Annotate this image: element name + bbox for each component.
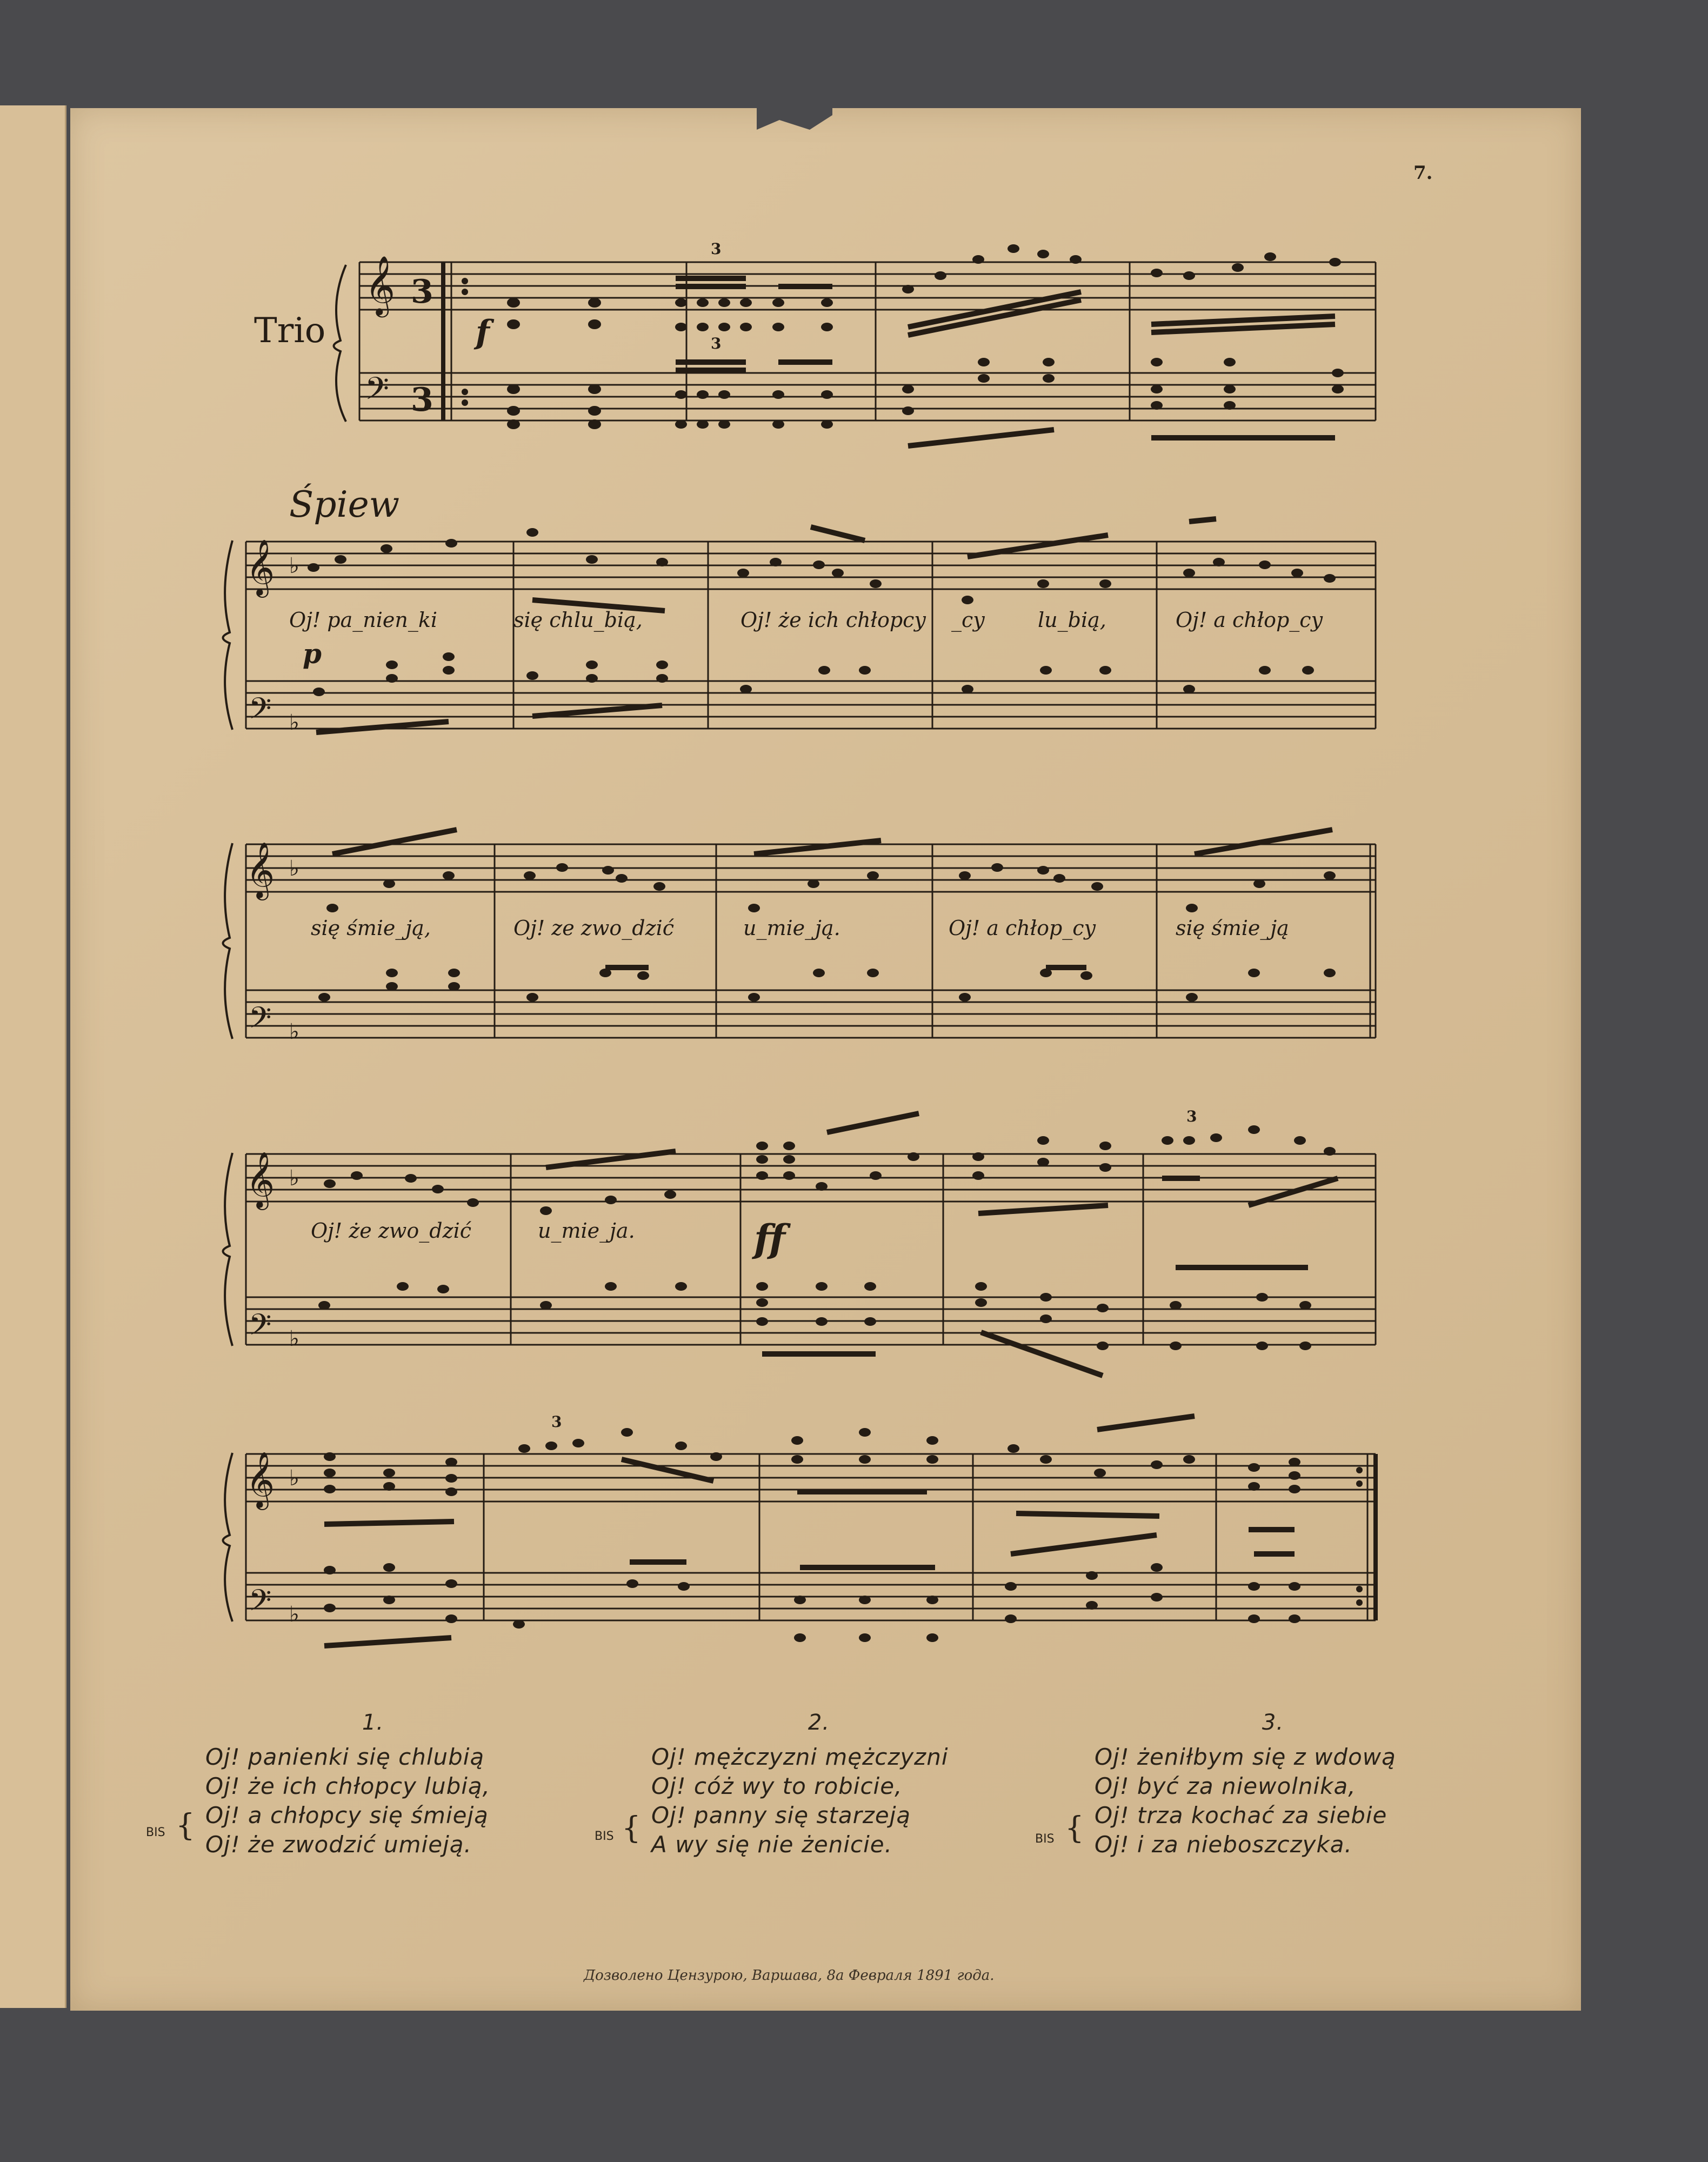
bis-label: BIS [146, 1826, 165, 1839]
system-2 [246, 542, 1376, 729]
verse-number: 1. [362, 1710, 384, 1735]
verse-2 [651, 1708, 986, 1859]
lyric: się chlu_bią, [513, 608, 643, 632]
svg-text:𝄞: 𝄞 [365, 256, 396, 315]
system-5 [246, 1454, 1376, 1620]
lyric: Oj! a chłop_cy [949, 916, 1096, 940]
verse-3 [1095, 1708, 1451, 1859]
svg-text:♭: ♭ [289, 1602, 299, 1627]
svg-text:♭: ♭ [289, 710, 299, 735]
triplet-mark: 3 [711, 335, 722, 352]
verse-line: A wy się nie żenicie. [651, 1831, 892, 1858]
verse-line: Oj! panny się starzeją [651, 1802, 911, 1829]
verse-1 [205, 1708, 541, 1859]
triplet-mark: 3 [711, 240, 722, 258]
verse-number: 3. [1262, 1710, 1284, 1735]
lyric: się śmie_ją, [311, 916, 431, 940]
page-number: 7. [1413, 162, 1433, 184]
system-1 [359, 262, 1376, 421]
verse-line: Oj! być za niewolnika, [1095, 1773, 1356, 1799]
verse-number: 2. [808, 1710, 830, 1735]
bis-brace: { [622, 1811, 641, 1846]
bis-label: BIS [1035, 1832, 1055, 1846]
lyric: się śmie_ją [1176, 916, 1289, 940]
svg-text:♭: ♭ [289, 1466, 299, 1491]
lyric: lu_bią, [1038, 608, 1106, 632]
dynamic-fortissimo: ff [754, 1216, 785, 1261]
censor-note: Дозволено Цензурою, Варшава, 8а Февраля 1891 года. [584, 1967, 995, 1984]
svg-text:♭: ♭ [289, 1019, 299, 1044]
triplet-mark: 3 [1186, 1107, 1197, 1125]
verse-line: Oj! cóż wy to robicie, [651, 1773, 903, 1799]
svg-text:𝄞: 𝄞 [246, 842, 275, 898]
lyric: _cy [951, 608, 985, 632]
verse-line: Oj! że ich chłopcy lubią, [205, 1773, 491, 1799]
svg-text:♭: ♭ [289, 1326, 299, 1351]
svg-text:𝄞: 𝄞 [246, 539, 275, 596]
svg-text:♭: ♭ [289, 856, 299, 881]
system-3 [246, 844, 1376, 1038]
spiew-label: Śpiew [289, 484, 400, 525]
verse-line: Oj! trza kochać za siebie [1095, 1802, 1387, 1829]
lyric: Oj! że ich chłopcy [740, 608, 926, 632]
svg-text:♭: ♭ [289, 1166, 299, 1191]
svg-text:𝄞: 𝄞 [246, 1151, 275, 1208]
lyric: u_mie_ją. [743, 916, 840, 940]
dynamic-piano: p [303, 638, 322, 670]
verse-line: Oj! a chłopcy się śmieją [205, 1802, 489, 1829]
triplet-mark: 3 [551, 1413, 562, 1431]
svg-text:𝄢: 𝄢 [249, 1583, 272, 1625]
svg-text:♭: ♭ [289, 553, 299, 578]
lyric: Oj! pa_nien_ki [289, 608, 438, 632]
trio-label: Trio [254, 311, 326, 351]
svg-text:𝄢: 𝄢 [249, 691, 272, 733]
svg-text:3: 3 [411, 381, 433, 419]
lyric: u_mie_ja. [538, 1219, 635, 1243]
lyric: Oj! że zwo_dzić [311, 1219, 472, 1243]
svg-text:𝄢: 𝄢 [365, 370, 390, 415]
lyric: Oj! a chłop_cy [1176, 608, 1323, 632]
verse-line: Oj! i za nieboszczyka. [1095, 1831, 1352, 1858]
lyric: Oj! ze zwo_dzić [513, 916, 675, 940]
system-4 [246, 1154, 1376, 1345]
verse-line: Oj! mężczyzni mężczyzni [651, 1744, 949, 1770]
svg-text:𝄢: 𝄢 [249, 1307, 272, 1349]
verse-line: Oj! że zwodzić umieją. [205, 1831, 472, 1858]
bis-brace: { [176, 1808, 195, 1843]
bis-label: BIS [595, 1830, 614, 1843]
svg-text:𝄢: 𝄢 [249, 1000, 272, 1042]
svg-text:𝄞: 𝄞 [246, 1451, 275, 1508]
svg-text:3: 3 [411, 273, 433, 311]
verse-line: Oj! żeniłbym się z wdową [1095, 1744, 1396, 1770]
bis-brace: { [1065, 1811, 1084, 1846]
dynamic-forte: f [476, 313, 490, 351]
verse-line: Oj! panienki się chlubią [205, 1744, 485, 1770]
